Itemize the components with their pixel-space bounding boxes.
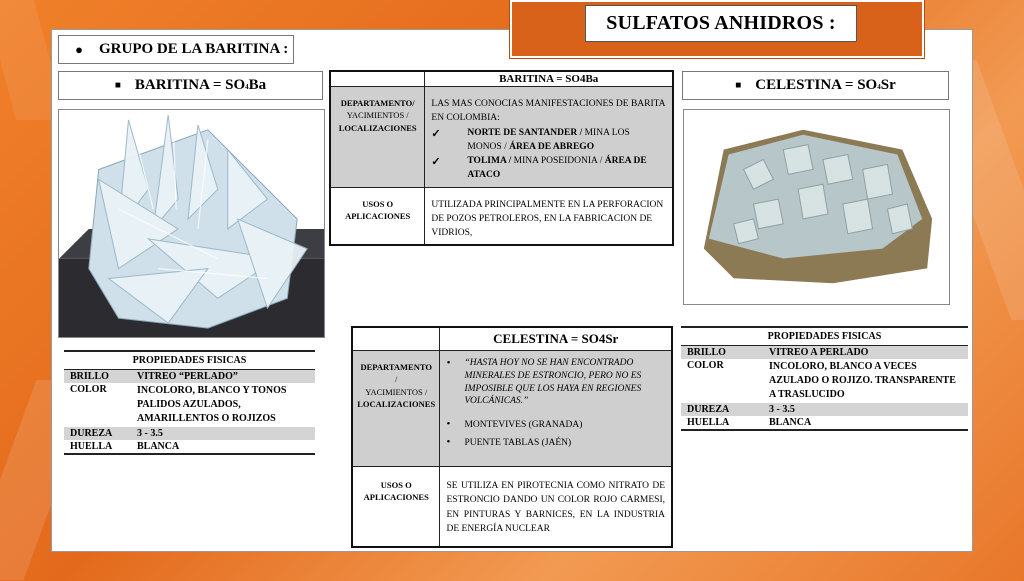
group-label: GRUPO DE LA BARITINA :	[99, 41, 289, 57]
table-row: DUREZA 3 - 3.5	[64, 427, 315, 440]
bullet-icon: ●	[75, 41, 83, 57]
table-corner	[330, 71, 425, 87]
props-header: PROPIEDADES FISICAS	[64, 351, 315, 370]
celestina-info-table	[351, 326, 673, 548]
list-item: ✓ TOLIMA / MINA POSEIDONIA / ÁREA DE ATACO	[431, 154, 666, 183]
celestina-usos: SE UTILIZA EN PIROTECNIA COMO NITRATO DE ESTRONCIO DANDO UN COLOR ROJO CARMESI, EN PINTURAS Y BARNICES, EN LA INDUSTRIA DE ENERGÍA NUCLEAR	[440, 467, 672, 547]
celestina-crystal-photo	[683, 109, 950, 305]
localizaciones-intro: LAS MAS CONOCIAS MANIFESTACIONES DE BARITA EN COLOMBIA:	[431, 99, 666, 124]
list-item: • MONTEVIVES (GRANADA)	[446, 418, 665, 432]
row-label-localizaciones: DEPARTAMENTO/ YACIMIENTOS / LOCALIZACIONES	[330, 87, 425, 188]
page-title: SULFATOS ANHIDROS :	[585, 5, 857, 42]
row-label-localizaciones: DEPARTAMENTO / YACIMIENTOS / LOCALIZACIONES	[352, 351, 440, 467]
baritina-properties-table	[64, 350, 315, 455]
celestina-formula: CELESTINA = SO4Sr	[755, 77, 896, 93]
table-row: HUELLA BLANCA	[64, 440, 315, 454]
table-row: COLOR INCOLORO, BLANCO Y TONOS PALIDOS AZULADOS, AMARILLENTOS O ROJIZOS	[70, 384, 287, 424]
celestina-properties-table	[681, 326, 968, 431]
baritina-table-title: BARITINA = SO4Ba	[425, 71, 673, 87]
baritina-localizaciones	[425, 87, 673, 188]
baritina-usos: UTILIZADA PRINCIPALMENTE EN LA PERFORACION DE POZOS PETROLEROS, EN LA FABRICACION DE VIDRIOS,	[425, 187, 673, 245]
table-row: DUREZA 3 - 3.5	[681, 403, 968, 416]
baritina-formula: BARITINA = SO4Ba	[134, 77, 267, 93]
table-row: COLOR INCOLORO, BLANCO A VECES AZULADO O ROJIZO. TRANSPARENTE A TRASLUCIDO	[687, 360, 956, 400]
list-item: ✓ NORTE DE SANTANDER / MINA LOS MONOS / ÁREA DE ABREGO	[431, 126, 666, 155]
square-bullet-icon: ■	[114, 80, 121, 91]
group-heading	[58, 35, 294, 64]
celestina-table-title: CELESTINA = SO4Sr	[440, 327, 672, 351]
celestina-heading	[682, 71, 949, 100]
baritina-info-table	[329, 70, 674, 246]
square-bullet-icon: ■	[735, 80, 742, 91]
list-item: • PUENTE TABLAS (JAÉN)	[446, 436, 665, 450]
baritina-crystal-photo	[58, 109, 325, 338]
table-row: BRILLO VITREO “PERLADO”	[64, 370, 315, 384]
table-corner	[352, 327, 440, 351]
props-header: PROPIEDADES FISICAS	[681, 327, 968, 346]
table-row: HUELLA BLANCA	[681, 416, 968, 430]
celestina-localizaciones	[440, 351, 672, 467]
baritina-heading	[58, 71, 323, 100]
row-label-usos: USOS O APLICACIONES	[330, 187, 425, 245]
quote-item: • “HASTA HOY NO SE HAN ENCONTRADO MINERALES DE ESTRONCIO, PERO NO ES IMPOSIBLE QUE LOS HAYA EN REGIONES VOLCÁNICAS.”	[446, 357, 665, 408]
row-label-usos: USOS O APLICACIONES	[352, 467, 440, 547]
table-row: BRILLO VITREO A PERLADO	[681, 346, 968, 360]
